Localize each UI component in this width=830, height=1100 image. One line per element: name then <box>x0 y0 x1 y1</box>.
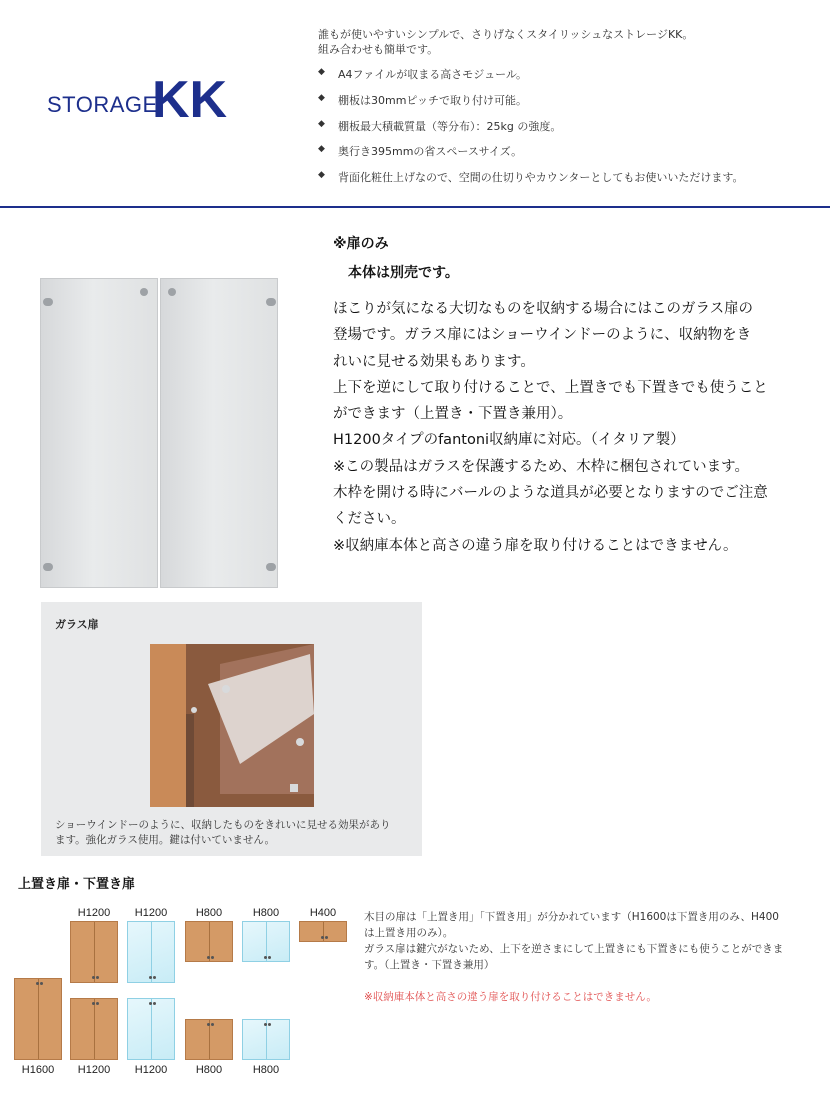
glass-door-h800-bottom <box>242 1019 290 1060</box>
diamond-bullet-icon: ◆ <box>318 67 325 77</box>
feature-item <box>318 92 823 118</box>
description-line: ください。 <box>333 511 406 528</box>
description-line: ※この製品はガラスを保護するため、木枠に梱包されています。 <box>333 458 749 475</box>
size-label: H1200 <box>77 1064 111 1076</box>
door-panel-left <box>40 278 158 588</box>
description-line: 木枠を開ける時にバールのような道具が必要となりますのでご注意 <box>333 485 768 502</box>
hinge-icon <box>222 685 230 693</box>
size-label: H1200 <box>77 907 111 919</box>
size-label: H1600 <box>21 1064 55 1076</box>
notes-line: ガラス扉は鍵穴がないため、上下を逆さまにして上置きにも下置きにも使うことができま <box>364 943 784 955</box>
hinge-icon <box>296 738 304 746</box>
wood-door-h400-top <box>299 921 347 942</box>
wood-door-h1200-bottom <box>70 998 118 1060</box>
description-line: 登場です。ガラス扉にはショーウインドーのように、収納物をき <box>333 327 752 344</box>
size-label: H1200 <box>134 1064 168 1076</box>
hinge-icon <box>43 563 53 571</box>
size-label: H800 <box>252 1064 280 1076</box>
description-line: ほこりが気になる大切なものを収納する場合にはこのガラス扉の <box>333 301 754 317</box>
lock-icon <box>290 784 298 792</box>
size-label: H800 <box>252 907 280 919</box>
glass-door-h1200-bottom <box>127 998 175 1060</box>
hinge-icon <box>266 563 276 571</box>
hinge-icon <box>266 298 276 306</box>
diamond-bullet-icon: ◆ <box>318 170 325 181</box>
glass-door-closeup-image <box>150 644 314 807</box>
logo-storage-text: STORAGE <box>47 92 158 117</box>
height-mismatch-warning: ※収納庫本体と高さの違う扉を取り付けることはできません。 <box>364 991 657 1003</box>
notes-line: 木目の扉は「上置き用」「下置き用」が分かれています（H1600は下置き用のみ、H400 <box>364 911 779 923</box>
glass-door-feature-box <box>41 602 422 856</box>
description-line: 上下を逆にして取り付けることで、上置きでも下置きでも使うこと <box>333 379 768 396</box>
glass-door-caption <box>55 818 410 848</box>
diamond-bullet-icon: ◆ <box>318 92 325 103</box>
diamond-bullet-icon: ◆ <box>318 144 325 155</box>
caption-line: ショーウインドーのように、収納したものをきれいに見せる効果があり <box>55 819 391 831</box>
glass-door-h1200-top <box>127 921 175 983</box>
glass-door-title: ガラス扉 <box>55 618 99 631</box>
intro-line-1: 誰もが使いやすいシンプルで、さりげなくスタイリッシュなストレージKK。 <box>318 28 694 41</box>
intro-text <box>318 27 818 57</box>
description-line: れいに見せる効果もあります。 <box>333 353 535 370</box>
caption-line: ます。強化ガラス使用。鍵は付いていません。 <box>55 834 275 846</box>
description-line: H1200タイプのfantoni収納庫に対応。（イタリア製） <box>333 432 685 449</box>
header-divider <box>0 206 830 208</box>
feature-text: 奥行き395mmの省スペースサイズ。 <box>338 145 523 159</box>
hinge-icon <box>43 298 53 306</box>
wood-cabinet-side <box>150 644 186 807</box>
size-label: H1200 <box>134 907 168 919</box>
hinge-icon <box>191 707 197 713</box>
diamond-bullet-icon: ◆ <box>318 118 325 129</box>
feature-item <box>318 118 823 144</box>
notes-line: は上置き用のみ）。 <box>364 927 454 939</box>
glass-door-h800-top <box>242 921 290 962</box>
doors-section-title: 上置き扉・下置き扉 <box>18 877 136 892</box>
cabinet-frame <box>186 714 194 807</box>
logo-kk-text: KK <box>152 71 228 129</box>
knob-icon <box>168 288 176 296</box>
feature-list <box>318 66 823 195</box>
description-line: ※収納庫本体と高さの違う扉を取り付けることはできません。 <box>333 537 738 554</box>
feature-item <box>318 66 823 92</box>
glass-door-product-image <box>40 278 278 588</box>
feature-text: 背面化粧仕上げなので、空間の仕切りやカウンターとしてもお使いいただけます。 <box>338 171 744 185</box>
doors-notes <box>364 909 822 973</box>
glass-door-illustration <box>150 644 314 807</box>
size-label: H800 <box>195 1064 223 1076</box>
knob-icon <box>140 288 148 296</box>
feature-text: 棚板最大積載質量（等分布）：25kg の強度。 <box>338 119 562 133</box>
feature-item <box>318 143 823 169</box>
door-panel-right <box>160 278 278 588</box>
size-label: H400 <box>309 907 337 919</box>
description-line: ができます（上置き・下置き兼用）。 <box>333 406 573 423</box>
size-label: H800 <box>195 907 223 919</box>
wood-door-h800-bottom <box>185 1019 233 1060</box>
wood-door-h1600-bottom <box>14 978 62 1060</box>
sold-separately-note: 本体は別売です。 <box>348 265 459 281</box>
feature-text: 棚板は30mmピッチで取り付け可能。 <box>338 93 527 107</box>
notes-line: す。（上置き・下置き兼用） <box>364 959 495 971</box>
intro-line-2: 組み合わせも簡単です。 <box>318 43 439 56</box>
feature-text: A4ファイルが収まる高さモジュール。 <box>338 68 527 81</box>
wood-door-h800-top <box>185 921 233 962</box>
feature-item <box>318 169 823 195</box>
product-description <box>333 296 823 559</box>
wood-door-h1200-top <box>70 921 118 983</box>
doors-only-note: ※扉のみ <box>333 236 389 252</box>
